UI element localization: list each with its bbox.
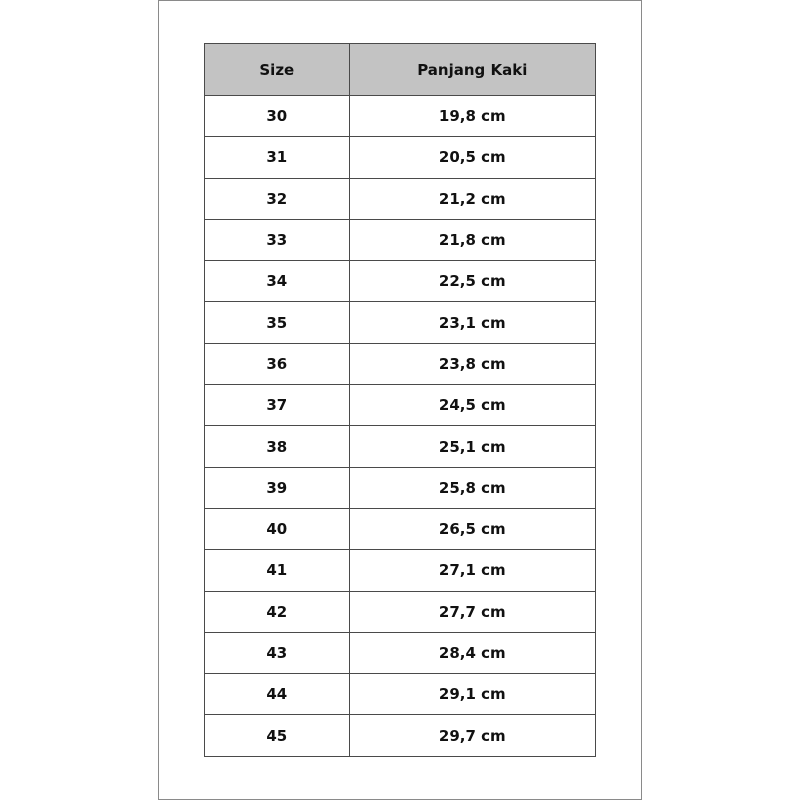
size-cell: 36	[205, 343, 350, 384]
header-foot-length: Panjang Kaki	[349, 44, 595, 96]
table-row	[205, 385, 596, 426]
table-row	[205, 715, 596, 756]
size-cell: 40	[205, 508, 350, 549]
length-cell: 23,1 cm	[349, 302, 595, 343]
size-cell: 45	[205, 715, 350, 756]
table-row	[205, 467, 596, 508]
header-size: Size	[205, 44, 350, 96]
size-cell: 43	[205, 632, 350, 673]
size-cell: 31	[205, 137, 350, 178]
table-row	[205, 674, 596, 715]
table-row	[205, 591, 596, 632]
length-cell: 29,1 cm	[349, 674, 595, 715]
table-row	[205, 178, 596, 219]
table-row	[205, 261, 596, 302]
size-cell: 39	[205, 467, 350, 508]
table-row	[205, 508, 596, 549]
length-cell: 29,7 cm	[349, 715, 595, 756]
length-cell: 21,2 cm	[349, 178, 595, 219]
length-cell: 25,8 cm	[349, 467, 595, 508]
size-cell: 44	[205, 674, 350, 715]
size-cell: 42	[205, 591, 350, 632]
table-row	[205, 343, 596, 384]
length-cell: 28,4 cm	[349, 632, 595, 673]
length-cell: 21,8 cm	[349, 219, 595, 260]
length-cell: 27,7 cm	[349, 591, 595, 632]
length-cell: 22,5 cm	[349, 261, 595, 302]
table-row	[205, 632, 596, 673]
length-cell: 25,1 cm	[349, 426, 595, 467]
size-cell: 34	[205, 261, 350, 302]
table-row	[205, 550, 596, 591]
size-cell: 33	[205, 219, 350, 260]
table-row	[205, 302, 596, 343]
header-row	[205, 44, 596, 96]
size-cell: 37	[205, 385, 350, 426]
length-cell: 26,5 cm	[349, 508, 595, 549]
size-cell: 32	[205, 178, 350, 219]
length-cell: 19,8 cm	[349, 96, 595, 137]
length-cell: 20,5 cm	[349, 137, 595, 178]
length-cell: 27,1 cm	[349, 550, 595, 591]
size-cell: 30	[205, 96, 350, 137]
size-cell: 38	[205, 426, 350, 467]
size-chart-table	[204, 43, 596, 757]
length-cell: 24,5 cm	[349, 385, 595, 426]
length-cell: 23,8 cm	[349, 343, 595, 384]
table-row	[205, 426, 596, 467]
table-row	[205, 219, 596, 260]
size-cell: 41	[205, 550, 350, 591]
table-row	[205, 137, 596, 178]
table-row	[205, 96, 596, 137]
size-cell: 35	[205, 302, 350, 343]
